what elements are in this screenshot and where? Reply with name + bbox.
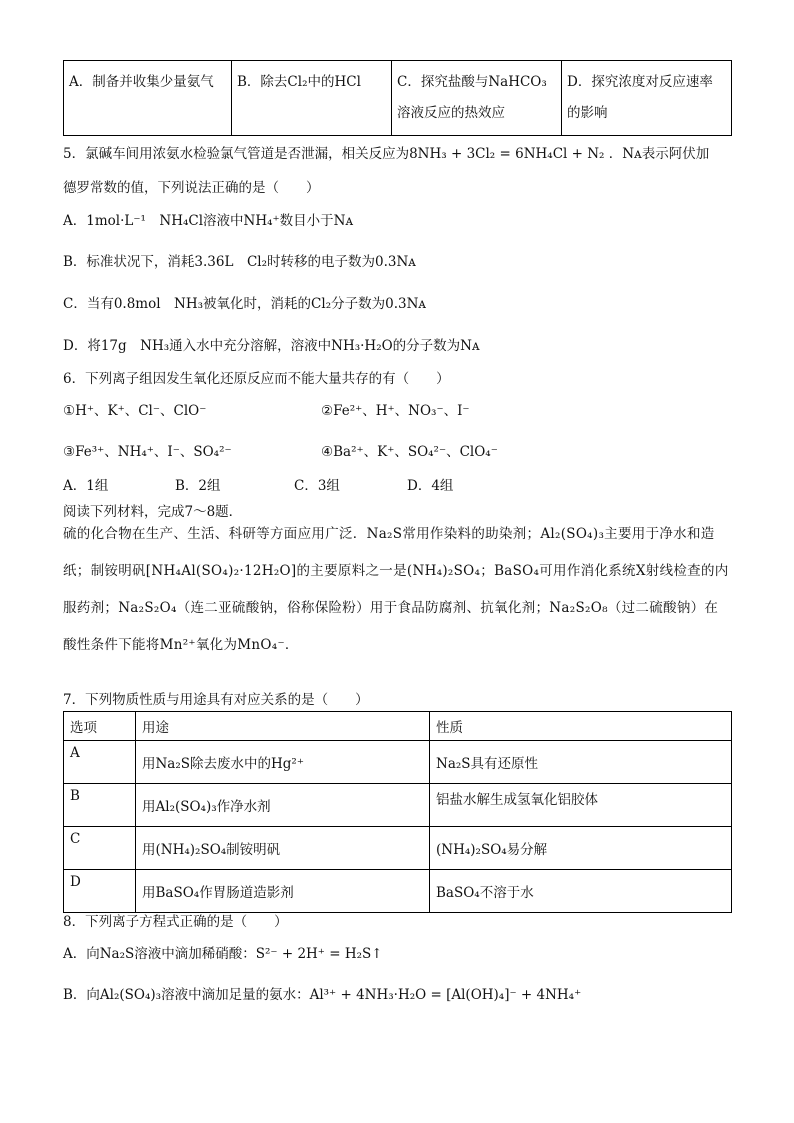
q7-row-property: 铝盐水解生成氢氧化铝胶体 — [430, 784, 732, 827]
q7-row-use: 用BaSO₄作胃肠道造影剂 — [136, 870, 430, 913]
reading-intro: 阅读下列材料，完成7～8题． — [63, 504, 243, 520]
q6-group-4: ④Ba²⁺、K⁺、SO₄²⁻、ClO₄⁻ — [321, 444, 498, 460]
q6-group-1: ①H⁺、K⁺、Cl⁻、ClO⁻ — [63, 403, 207, 419]
q5-option-c: C．当有0.8mol NH₃被氧化时，消耗的Cl₂分子数为0.3Nᴀ — [63, 296, 427, 312]
table-row — [64, 870, 732, 913]
material-paragraph: 硫的化合物在生产、生活、科研等方面应用广泛．Na₂S常用作染料的助染剂；Al₂(SO₄)₃主要用于净水和造纸；制铵明矾[NH₄Al(SO₄)₂·12H₂O]的主要原料之一是(NH₄)₂SO₄；BaSO₄可用作消化系统X射线检查的内服药剂；Na₂S₂O₄（连二亚硫酸钠，俗称保险粉）用于食品防腐剂、抗氧化剂；Na₂S₂O₈（过二硫酸钠）在酸性条件下能将Mn²⁺氧化为MnO₄⁻． — [63, 526, 729, 653]
q4-option-c: C．探究盐酸与NaHCO₃溶液反应的热效应 — [392, 61, 562, 136]
q5-stem-line2: 德罗常数的值，下列说法正确的是（ ） — [63, 180, 320, 196]
q7-row-property: (NH₄)₂SO₄易分解 — [430, 827, 732, 870]
q6-option-c: C．3组 — [294, 478, 340, 494]
q5-stem-line1: 5．氯碱车间用浓氨水检验氯气管道是否泄漏，相关反应为8NH₃ + 3Cl₂ = 6NH₄Cl + N₂ ．Nᴀ表示阿伏加 — [63, 146, 710, 162]
q5-option-d: D．将17g NH₃通入水中充分溶解，溶液中NH₃·H₂O的分子数为Nᴀ — [63, 338, 480, 354]
table-row — [64, 741, 732, 784]
q7-header-option: 选项 — [64, 712, 136, 741]
q7-row-use: 用Al₂(SO₄)₃作净水剂 — [136, 784, 430, 827]
q6-option-d: D．4组 — [407, 478, 454, 494]
q7-header-use: 用途 — [136, 712, 430, 741]
q6-group-3: ③Fe³⁺、NH₄⁺、I⁻、SO₄²⁻ — [63, 444, 232, 460]
q6-option-b: B．2组 — [175, 478, 221, 494]
q6-group-2: ②Fe²⁺、H⁺、NO₃⁻、I⁻ — [321, 403, 470, 419]
table-row — [64, 827, 732, 870]
exam-page — [63, 60, 731, 1003]
q8-stem: 8．下列离子方程式正确的是（ ） — [63, 914, 288, 930]
table-row — [64, 784, 732, 827]
q7-row-use: 用(NH₄)₂SO₄制铵明矾 — [136, 827, 430, 870]
q5-option-a: A．1mol·L⁻¹ NH₄Cl溶液中NH₄⁺数目小于Nᴀ — [63, 213, 354, 229]
q4-option-a: A．制备并收集少量氨气 — [64, 61, 232, 136]
q7-row-option: C — [64, 827, 136, 870]
q4-options-table — [63, 60, 732, 136]
q5-option-b: B．标准状况下，消耗3.36L Cl₂时转移的电子数为0.3Nᴀ — [63, 254, 416, 270]
q7-table — [63, 711, 732, 913]
q7-row-property: BaSO₄不溶于水 — [430, 870, 732, 913]
q7-row-option: A — [64, 741, 136, 784]
q4-option-d: D．探究浓度对反应速率的影响 — [562, 61, 732, 136]
q7-row-property: Na₂S具有还原性 — [430, 741, 732, 784]
q4-option-b: B．除去Cl₂中的HCl — [232, 61, 392, 136]
q8-option-a: A．向Na₂S溶液中滴加稀硝酸：S²⁻ + 2H⁺ = H₂S↑ — [63, 946, 383, 962]
q7-row-option: B — [64, 784, 136, 827]
q7-row-use: 用Na₂S除去废水中的Hg²⁺ — [136, 741, 430, 784]
q6-stem: 6．下列离子组因发生氧化还原反应而不能大量共存的有（ ） — [63, 371, 450, 387]
q7-stem: 7．下列物质性质与用途具有对应关系的是（ ） — [63, 692, 369, 708]
q8-option-b: B．向Al₂(SO₄)₃溶液中滴加足量的氨水：Al³⁺ + 4NH₃·H₂O = [Al(OH)₄]⁻ + 4NH₄⁺ — [63, 987, 582, 1003]
q6-option-a: A．1组 — [63, 478, 109, 494]
q7-row-option: D — [64, 870, 136, 913]
q7-header-property: 性质 — [430, 712, 732, 741]
